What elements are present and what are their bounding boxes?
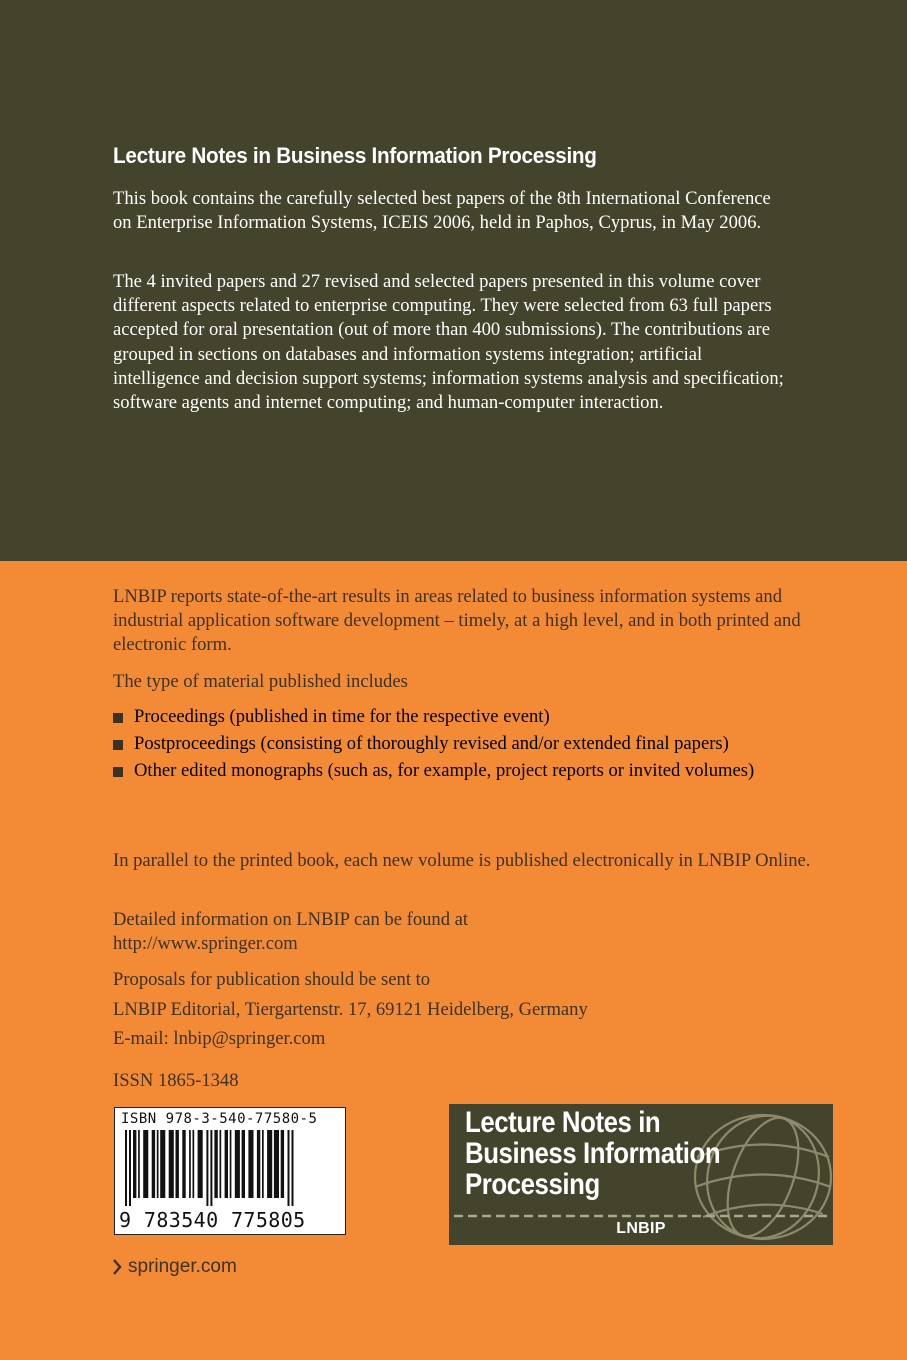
dashed-divider: [454, 1214, 828, 1218]
barcode-bar: [133, 1130, 136, 1198]
series-intro: LNBIP reports state-of-the-art results in areas related to business information systems and industrial application software development – timely, at a high level, and in both printed and electronic form.: [113, 586, 801, 656]
publisher-link[interactable]: [113, 1256, 237, 1278]
barcode-bar: [198, 1130, 203, 1198]
ean-digits: 9 783540 775805: [119, 1208, 306, 1232]
summary-paragraph-1: This book contains the carefully selected best papers of the 8th International Conference on Enterprise Information Systems, ICEIS 2006, held in Paphos, Cyprus, in May 2006.: [113, 188, 771, 234]
publisher-url: springer.com: [128, 1256, 237, 1277]
list-item: [113, 705, 813, 729]
barcode-bar: [274, 1130, 279, 1198]
barcode-bar: [225, 1130, 228, 1198]
editorial-address: LNBIP Editorial, Tiergartenstr. 17, 69121 Heidelberg, Germany: [113, 999, 588, 1020]
logo-line-3: Processing: [465, 1168, 600, 1201]
proposals-heading: Proposals for publication should be sent to: [113, 969, 431, 990]
barcode-bar: [138, 1130, 140, 1198]
logo-line-2: Business Information: [465, 1137, 721, 1170]
logo-line-1: Lecture Notes in: [465, 1106, 661, 1139]
list-item-text: Proceedings (published in time for the respective event): [134, 706, 550, 727]
editorial-email: E-mail: lnbip@springer.com: [113, 1028, 326, 1049]
barcode-bar: [176, 1130, 179, 1198]
bullet-icon: [113, 767, 123, 777]
detail-note: Detailed information on LNBIP can be found at http://www.springer.com: [113, 909, 469, 955]
barcode-bar: [143, 1130, 148, 1198]
barcode-bar: [248, 1130, 253, 1198]
barcode-bar: [210, 1130, 212, 1206]
barcode: [114, 1107, 346, 1235]
barcode-bar: [182, 1130, 185, 1198]
barcode-bar: [242, 1130, 245, 1198]
online-note: In parallel to the printed book, each new volume is published electronically in LNBIP Online.: [113, 850, 811, 871]
barcode-bar: [206, 1130, 208, 1206]
barcode-bar: [214, 1130, 217, 1198]
list-item-text: Other edited monographs (such as, for example, project reports or invited volumes): [134, 760, 755, 782]
barcode-bar: [267, 1130, 272, 1198]
barcode-bar: [288, 1130, 290, 1206]
barcode-bar: [257, 1130, 260, 1198]
chevron-right-icon: [113, 1259, 122, 1275]
list-item: [113, 732, 813, 756]
material-list: [113, 705, 813, 787]
barcode-bar: [230, 1130, 232, 1198]
barcode-bar: [152, 1130, 155, 1198]
barcode-bar: [169, 1130, 174, 1198]
list-item: [113, 759, 813, 783]
top-description-panel: [0, 0, 907, 561]
barcode-bar: [157, 1130, 159, 1198]
bullet-icon: [113, 740, 123, 750]
barcode-bars: [123, 1130, 337, 1206]
list-item-text: Postproceedings (consisting of thoroughly revised and/or extended final papers): [134, 733, 729, 755]
bullet-icon: [113, 713, 123, 723]
barcode-bar: [125, 1130, 127, 1206]
series-logo: [449, 1104, 833, 1245]
series-title: Lecture Notes in Business Information Processing: [113, 143, 597, 168]
barcode-bar: [281, 1130, 284, 1198]
series-abbreviation: LNBIP: [616, 1220, 666, 1237]
issn: ISSN 1865-1348: [113, 1070, 239, 1091]
series-logo-title: [465, 1107, 720, 1200]
summary-paragraph-2: The 4 invited papers and 27 revised and selected papers presented in this volume cover different aspects related to enterprise computing. They were selected from 63 full papers accepted for oral presentation (out of more than 400 submissions). The contributions are grouped in sections on databases and information systems integration; artificial intelligence and decision support systems; information systems analysis and specification; software agents and internet computing; and human-computer interaction.: [113, 271, 784, 414]
barcode-bar: [292, 1130, 294, 1206]
barcode-bar: [160, 1130, 165, 1198]
isbn-label: ISBN 978-3-540-77580-5: [121, 1111, 318, 1127]
barcode-bar: [193, 1130, 195, 1198]
barcode-bar: [129, 1130, 131, 1206]
barcode-bar: [262, 1130, 264, 1198]
barcode-bar: [235, 1130, 240, 1198]
barcode-bar: [220, 1130, 222, 1198]
material-heading: The type of material published includes: [113, 671, 408, 692]
barcode-bar: [189, 1130, 191, 1198]
